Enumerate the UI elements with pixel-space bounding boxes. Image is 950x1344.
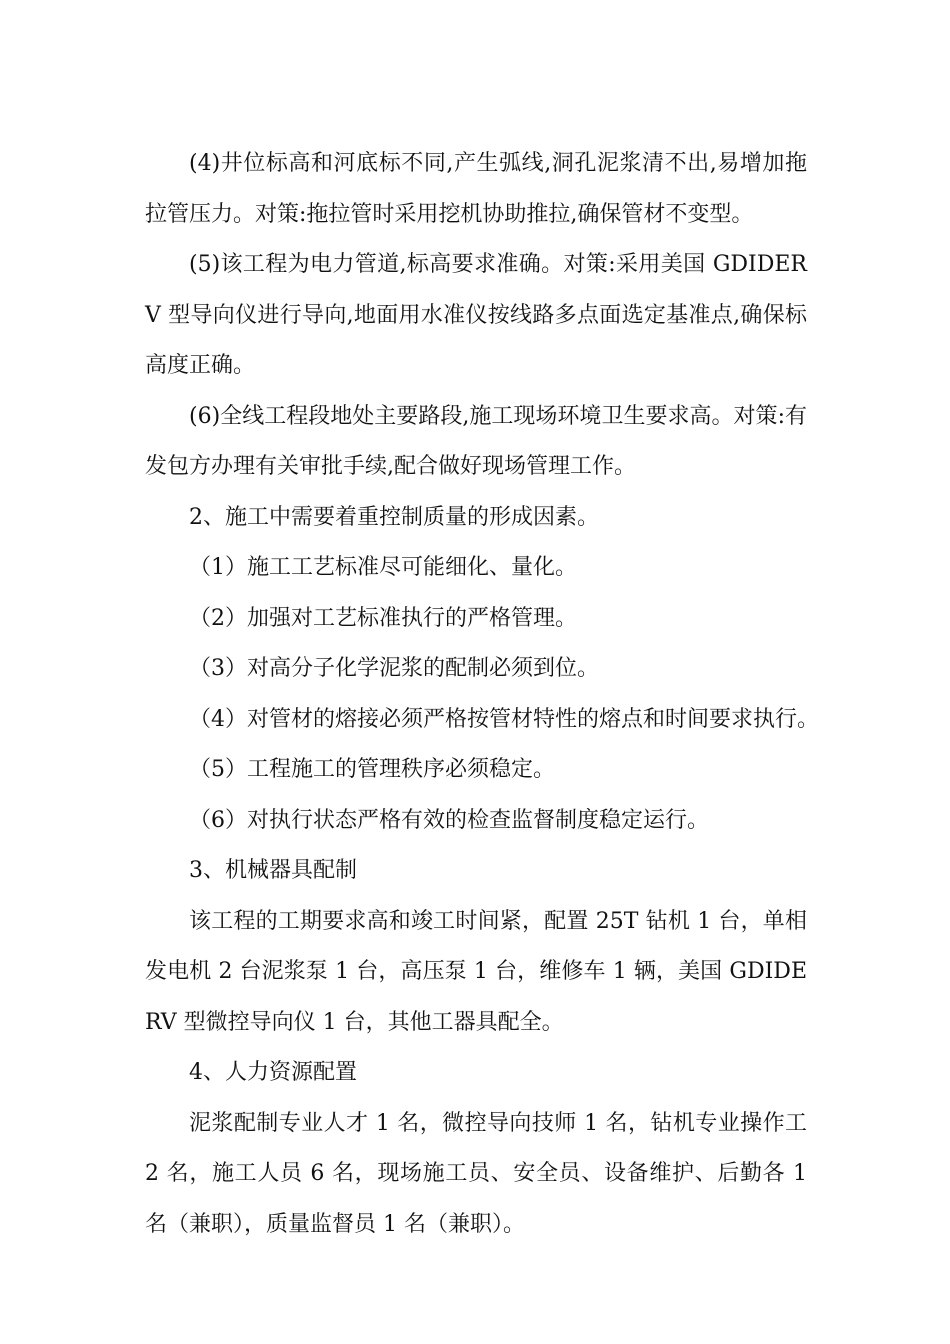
paragraph-countermeasure-4: (4)井位标高和河底标不同,产生弧线,洞孔泥浆清不出,易增加拖拉管压力。对策:拖拉管时采用挖机协助推拉,确保管材不变型。 [145, 151, 807, 227]
document-body [145, 139, 819, 1250]
section-4-body: 泥浆配制专业人才 1 名，微控导向技师 1 名，钻机专业操作工 2 名，施工人员 6 名，现场施工员、安全员、设备维护、后勤各 1 名（兼职），质量监督员 1 名（兼职）。 [145, 1110, 807, 1237]
section-3-heading: 3、机械器具配制 [189, 858, 357, 883]
section-2-item-4: （4）对管材的熔接必须严格按管材特性的熔点和时间要求执行。 [189, 706, 819, 732]
section-3-body: 该工程的工期要求高和竣工时间紧，配置 25T 钻机 1 台，单相发电机 2 台泥浆泵 1 台，高压泵 1 台，维修车 1 辆，美国 GDIDERV 型微控导向仪 1 台，其他工器具配全。 [145, 908, 807, 1035]
paragraph-countermeasure-6: (6)全线工程段地处主要路段,施工现场环境卫生要求高。对策:有发包方办理有关审批手续,配合做好现场管理工作。 [145, 403, 807, 479]
section-4-heading: 4、人力资源配置 [189, 1060, 357, 1085]
section-2-item-3: （3）对高分子化学泥浆的配制必须到位。 [189, 656, 599, 681]
section-2-item-6: （6）对执行状态严格有效的检查监督制度稳定运行。 [189, 807, 709, 833]
section-2-item-5: （5）工程施工的管理秩序必须稳定。 [189, 757, 555, 782]
section-2-item-1: （1）施工工艺标准尽可能细化、量化。 [189, 555, 577, 580]
section-2-heading: 2、施工中需要着重控制质量的形成因素。 [189, 504, 599, 530]
section-2-item-2: （2）加强对工艺标准执行的严格管理。 [189, 605, 577, 631]
paragraph-countermeasure-5: (5)该工程为电力管道,标高要求准确。对策:采用美国 GDIDERV 型导向仪进行导向,地面用水准仪按线路多点面选定基准点,确保标高度正确。 [145, 252, 807, 378]
